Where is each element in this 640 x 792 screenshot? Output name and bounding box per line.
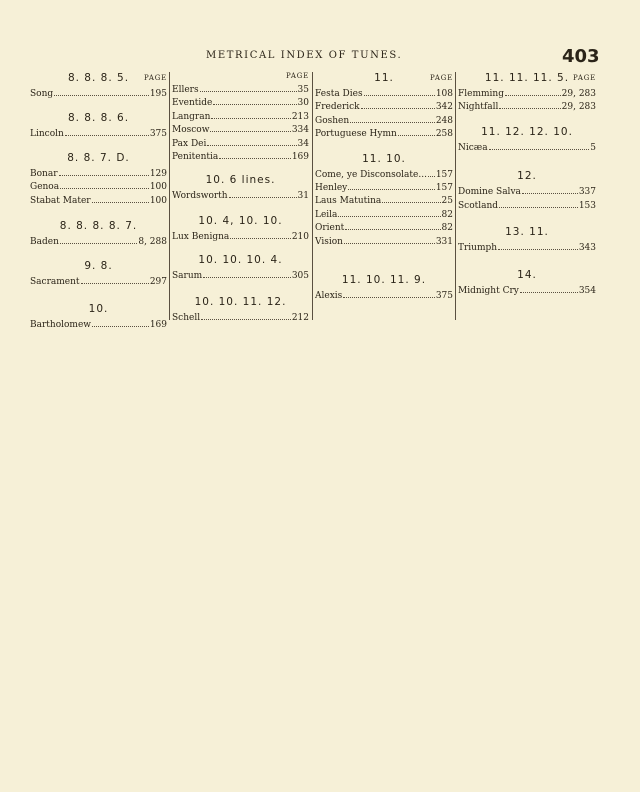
dot-leader xyxy=(54,87,149,96)
meter-section xyxy=(30,150,167,207)
column-rule xyxy=(169,72,170,320)
tune-entry xyxy=(30,180,167,193)
tune-entry xyxy=(315,181,453,194)
meter-heading xyxy=(30,218,167,235)
meter-heading xyxy=(458,224,596,241)
dot-leader xyxy=(428,168,435,177)
tune-page-number: 8, 288 xyxy=(138,236,167,247)
meter-label: 11. 10. xyxy=(362,152,406,165)
tune-entry xyxy=(458,199,596,212)
page-header xyxy=(0,48,640,68)
meter-heading xyxy=(172,172,309,189)
meter-label: 11. 11. 11. 5. xyxy=(484,72,570,84)
meter-label: 8. 8. 7. D. xyxy=(67,151,130,164)
page-column-label: PAGE xyxy=(285,72,309,80)
dot-leader xyxy=(489,141,590,150)
tune-name: Henley xyxy=(315,182,348,193)
tune-name: Midnight Cry xyxy=(458,286,519,297)
meter-label: 10. xyxy=(88,302,109,315)
tune-page-number: 169 xyxy=(149,319,167,330)
dot-leader xyxy=(65,127,149,136)
tune-page-number: 157 xyxy=(435,182,453,193)
tune-name: Penitentia xyxy=(172,151,219,162)
dot-leader xyxy=(210,123,290,132)
tune-entry xyxy=(315,87,453,100)
tune-name: Goshen xyxy=(315,115,350,126)
dot-leader xyxy=(498,241,578,250)
tune-name: Lux Benigna xyxy=(172,231,230,242)
tune-page-number: 195 xyxy=(149,89,167,99)
tune-entry xyxy=(315,127,453,140)
tune-entry xyxy=(458,185,596,198)
index-column-4 xyxy=(458,70,596,320)
tune-name: Bartholomew xyxy=(30,319,91,330)
tune-name: Pax Dei xyxy=(172,138,207,149)
tune-page-number: 25 xyxy=(441,196,453,207)
tune-entry xyxy=(315,168,453,181)
tune-page-number: 169 xyxy=(291,151,309,162)
dot-leader xyxy=(522,185,578,194)
meter-label: 10. 10. 11. 12. xyxy=(194,295,287,308)
tune-page-number: 375 xyxy=(435,290,453,301)
meter-heading xyxy=(30,110,167,127)
tune-name: Leila xyxy=(315,209,338,220)
dot-leader xyxy=(344,235,435,244)
tune-page-number: 258 xyxy=(435,129,453,140)
meter-label: 9. 8. xyxy=(84,260,113,273)
meter-label: 8. 8. 8. 6. xyxy=(67,112,130,125)
tune-name: Lincoln xyxy=(30,129,64,140)
tune-name: Festa Dies xyxy=(315,89,363,99)
tune-name: Sarum xyxy=(172,271,203,282)
meter-section xyxy=(458,70,596,114)
tune-entry xyxy=(315,208,453,221)
tune-entry xyxy=(30,275,167,288)
tune-page-number: 375 xyxy=(149,129,167,140)
dot-leader xyxy=(213,96,296,105)
meter-label: 13. 11. xyxy=(505,225,549,238)
tune-entry xyxy=(30,127,167,140)
meter-heading xyxy=(315,70,453,87)
tune-page-number: 100 xyxy=(149,182,167,193)
meter-heading xyxy=(315,151,453,168)
tune-page-number: 129 xyxy=(149,168,167,179)
tune-page-number: 30 xyxy=(297,98,309,109)
tune-entry xyxy=(172,123,309,136)
dot-leader xyxy=(338,208,440,217)
dot-leader xyxy=(92,318,149,327)
tune-name: Song xyxy=(30,89,54,99)
meter-heading xyxy=(458,70,596,87)
tune-page-number: 337 xyxy=(578,187,596,198)
tune-name: Portuguese Hymn xyxy=(315,129,397,140)
meter-label: 8. 8. 8. 5. xyxy=(67,72,130,84)
tune-entry xyxy=(315,289,453,302)
tune-entry xyxy=(458,87,596,100)
tune-page-number: 29, 283 xyxy=(561,102,596,113)
meter-section xyxy=(458,124,596,154)
tune-entry xyxy=(172,110,309,123)
tune-entry xyxy=(315,221,453,234)
meter-section xyxy=(30,301,167,331)
dot-leader xyxy=(350,114,435,123)
tune-name: Flemming xyxy=(458,89,504,99)
meter-heading xyxy=(30,70,167,87)
tune-entry xyxy=(458,284,596,297)
dot-leader xyxy=(520,284,578,293)
meter-section xyxy=(172,252,309,282)
meter-section xyxy=(30,218,167,248)
running-title: METRICAL INDEX OF TUNES. xyxy=(206,50,403,61)
tune-page-number: 210 xyxy=(291,231,309,242)
meter-heading xyxy=(172,213,309,230)
tune-page-number: 82 xyxy=(441,223,453,234)
tune-name: Sacrament xyxy=(30,277,80,288)
index-column-3 xyxy=(315,70,453,320)
tune-page-number: 108 xyxy=(435,89,453,99)
tune-name: Eventide xyxy=(172,98,213,109)
page-number: 403 xyxy=(562,46,600,67)
meter-heading xyxy=(30,150,167,167)
meter-section xyxy=(458,267,596,297)
tune-name: Come, ye Disconsolate... xyxy=(315,169,427,180)
meter-label: 12. xyxy=(517,170,537,183)
tune-entry xyxy=(172,311,309,324)
tune-entry xyxy=(315,100,453,113)
tune-entry xyxy=(458,241,596,254)
dot-leader xyxy=(201,311,291,320)
dot-leader xyxy=(59,167,149,176)
meter-section xyxy=(172,70,309,163)
meter-heading xyxy=(30,258,167,275)
meter-heading xyxy=(458,267,596,284)
meter-section xyxy=(30,70,167,100)
meter-section xyxy=(458,224,596,254)
dot-leader xyxy=(81,275,149,284)
meter-label: 14. xyxy=(517,269,537,282)
tune-name: Nicæa xyxy=(458,142,488,153)
meter-heading xyxy=(172,70,309,83)
tune-entry xyxy=(172,189,309,202)
meter-heading xyxy=(172,252,309,269)
tune-entry xyxy=(315,114,453,127)
tune-name: Vision xyxy=(315,236,343,247)
column-rule xyxy=(455,72,456,320)
dot-leader xyxy=(200,83,297,92)
meter-section xyxy=(458,168,596,212)
tune-page-number: 354 xyxy=(578,286,596,297)
tune-page-number: 212 xyxy=(291,312,309,323)
meter-label: 10. 6 lines. xyxy=(205,174,276,187)
tune-entry xyxy=(315,235,453,248)
dot-leader xyxy=(343,289,435,298)
meter-label: 11. xyxy=(374,72,394,84)
tune-name: Frederick xyxy=(315,102,360,113)
meter-section xyxy=(315,151,453,248)
index-column-1 xyxy=(30,70,167,330)
meter-label: 10. 4, 10. 10. xyxy=(198,214,283,227)
tune-page-number: 157 xyxy=(435,169,453,180)
tune-page-number: 5 xyxy=(590,142,596,153)
dot-leader xyxy=(382,194,440,203)
tune-page-number: 34 xyxy=(297,138,309,149)
dot-leader xyxy=(364,87,435,96)
tune-page-number: 153 xyxy=(578,200,596,211)
meter-section xyxy=(315,70,453,141)
tune-entry xyxy=(458,100,596,113)
meter-section xyxy=(30,258,167,288)
meter-label: 11. 12. 12. 10. xyxy=(481,125,573,138)
tune-page-number: 248 xyxy=(435,115,453,126)
dot-leader xyxy=(92,194,149,203)
tune-entry xyxy=(30,318,167,331)
tune-name: Moscow xyxy=(172,125,210,136)
tune-page-number: 334 xyxy=(291,125,309,136)
meter-heading xyxy=(458,124,596,141)
dot-leader xyxy=(60,235,137,244)
tune-name: Scotland xyxy=(458,200,499,211)
tune-entry xyxy=(172,83,309,96)
tune-entry xyxy=(458,141,596,154)
dot-leader xyxy=(219,150,291,159)
dot-leader xyxy=(398,127,435,136)
dot-leader xyxy=(345,221,440,230)
tune-page-number: 82 xyxy=(441,209,453,220)
tune-name: Stabat Mater xyxy=(30,195,91,206)
meter-section xyxy=(172,172,309,202)
tune-entry xyxy=(172,96,309,109)
dot-leader xyxy=(348,181,435,190)
index-column-2 xyxy=(172,70,309,323)
tune-page-number: 297 xyxy=(149,277,167,288)
meter-label: 10. 10. 10. 4. xyxy=(198,254,283,267)
tune-name: Baden xyxy=(30,236,59,247)
tune-name: Langran xyxy=(172,111,211,122)
meter-section xyxy=(172,213,309,243)
tune-name: Genoa xyxy=(30,182,60,193)
meter-heading xyxy=(30,301,167,318)
tune-entry xyxy=(172,269,309,282)
dot-leader xyxy=(361,100,435,109)
dot-leader xyxy=(505,87,561,96)
tune-page-number: 35 xyxy=(297,85,309,95)
tune-name: Bonar xyxy=(30,168,58,179)
tune-name: Wordsworth xyxy=(172,191,228,202)
tune-name: Alexis xyxy=(315,290,343,301)
dot-leader xyxy=(203,269,291,278)
dot-leader xyxy=(230,230,291,239)
dot-leader xyxy=(499,199,578,208)
tune-page-number: 331 xyxy=(435,236,453,247)
tune-page-number: 305 xyxy=(291,271,309,282)
meter-label: 11. 10. 11. 9. xyxy=(341,273,427,286)
meter-heading xyxy=(458,168,596,185)
tune-entry xyxy=(30,194,167,207)
tune-name: Orient xyxy=(315,223,345,234)
tune-name: Laus Matutina xyxy=(315,196,382,207)
page-column-label: PAGE xyxy=(143,74,167,82)
dot-leader xyxy=(499,100,560,109)
tune-name: Triumph xyxy=(458,242,498,253)
column-rule xyxy=(312,72,313,320)
meter-section xyxy=(315,272,453,302)
tune-entry xyxy=(30,87,167,100)
meter-heading xyxy=(315,272,453,289)
tune-page-number: 213 xyxy=(291,111,309,122)
page-column-label: PAGE xyxy=(429,74,453,82)
tune-entry xyxy=(315,194,453,207)
dot-leader xyxy=(211,110,290,119)
page-column-label: PAGE xyxy=(572,74,596,82)
tune-entry xyxy=(172,150,309,163)
tune-name: Nightfall xyxy=(458,102,499,113)
tune-entry xyxy=(172,230,309,243)
tune-name: Schell xyxy=(172,312,201,323)
tune-page-number: 342 xyxy=(435,102,453,113)
tune-name: Domine Salva xyxy=(458,187,521,198)
tune-page-number: 100 xyxy=(149,195,167,206)
dot-leader xyxy=(207,137,296,146)
meter-label: 8. 8. 8. 8. 7. xyxy=(59,219,138,232)
meter-section xyxy=(172,294,309,324)
tune-entry xyxy=(172,137,309,150)
tune-page-number: 31 xyxy=(297,191,309,202)
meter-section xyxy=(30,110,167,140)
tune-page-number: 29, 283 xyxy=(561,89,596,99)
dot-leader xyxy=(60,180,149,189)
tune-name: Ellers xyxy=(172,85,199,95)
tune-entry xyxy=(30,235,167,248)
tune-page-number: 343 xyxy=(578,242,596,253)
tune-entry xyxy=(30,167,167,180)
meter-heading xyxy=(172,294,309,311)
dot-leader xyxy=(229,189,297,198)
